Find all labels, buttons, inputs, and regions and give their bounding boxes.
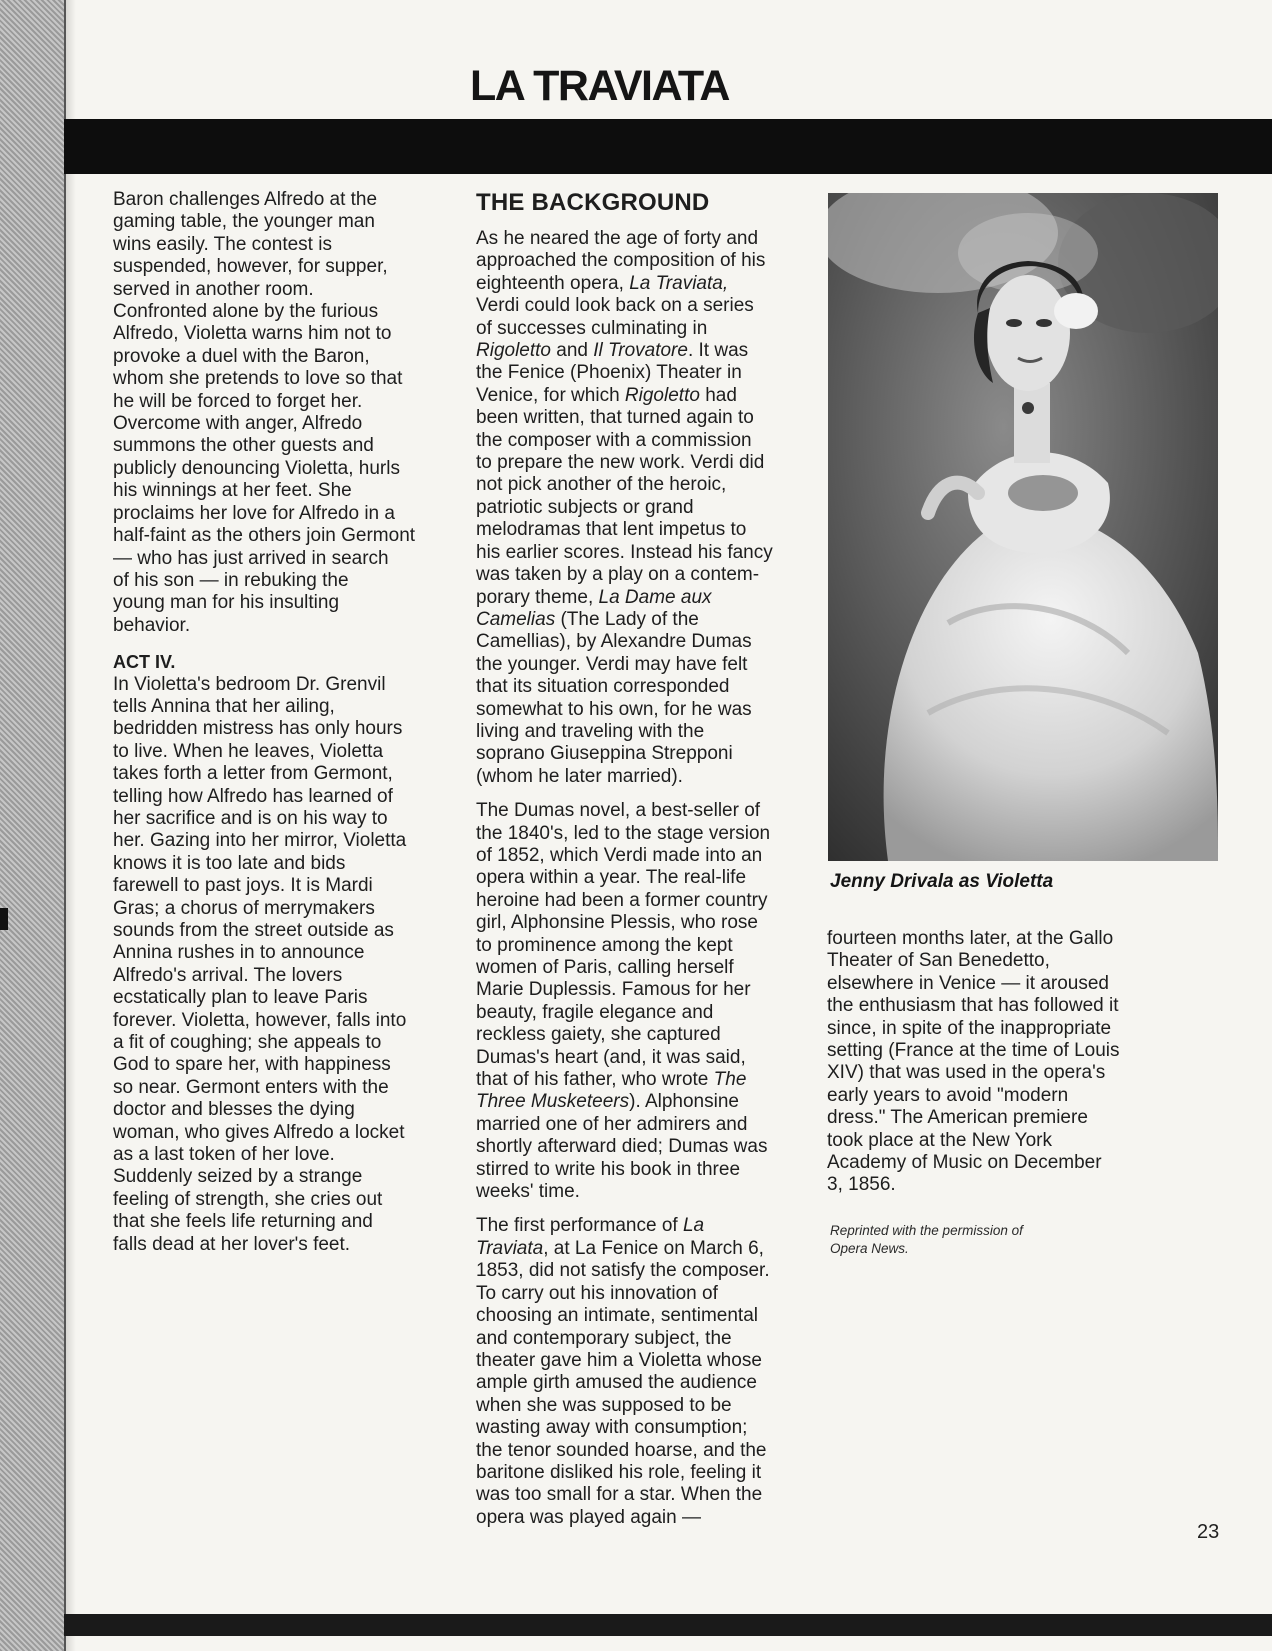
- text-line: he will be forced to forget her.: [113, 390, 363, 412]
- text-line: took place at the New York: [827, 1129, 1052, 1151]
- text-line: As he neared the age of forty and: [476, 228, 759, 249]
- text-line: proclaims her love for Alfredo in a: [113, 502, 395, 524]
- text-line: the younger. Verdi may have felt: [476, 653, 748, 675]
- footer-black-bar: [64, 1614, 1272, 1636]
- text-line: doctor and blesses the dying: [113, 1099, 355, 1121]
- text-line: Camellias), by Alexandre Dumas: [476, 631, 752, 653]
- text-line: shortly afterward died; Dumas was: [476, 1136, 768, 1158]
- text-line: wins easily. The contest is: [113, 233, 332, 255]
- text-line: (whom he later married).: [476, 765, 683, 787]
- text-line: porary theme, La Dame aux: [476, 586, 712, 608]
- italic-title: Traviata: [476, 1237, 544, 1259]
- text-line: provoke a duel with the Baron,: [113, 345, 370, 367]
- text-line: whom she pretends to love so that: [113, 368, 403, 390]
- text-line: as a last token of her love.: [113, 1144, 335, 1166]
- text-line: suspended, however, for supper,: [113, 256, 388, 278]
- text-line: gaming table, the younger man: [113, 211, 375, 233]
- text-line: opera within a year. The real-life: [476, 867, 747, 889]
- italic-title: Rigoletto: [476, 340, 551, 362]
- text-line: 1853, did not satisfy the composer.: [476, 1260, 770, 1282]
- column-right: [827, 928, 1172, 1197]
- text-line: and contemporary subject, the: [476, 1327, 732, 1349]
- text-line: choosing an intimate, sentimental: [476, 1305, 758, 1327]
- text-line: that she feels life returning and: [113, 1211, 373, 1233]
- background-paragraph-1: [476, 228, 821, 788]
- text-line: beauty, fragile elegance and: [476, 1001, 714, 1023]
- text-line: Reprinted with the permission of: [830, 1223, 1023, 1238]
- text-line: early years to avoid "modern: [827, 1084, 1069, 1106]
- text-line: since, in spite of the inappropriate: [827, 1017, 1112, 1039]
- text-line: the 1840's, led to the stage version: [476, 822, 771, 844]
- text-line: baritone disliked his role, feeling it: [476, 1461, 762, 1483]
- text-line: Overcome with anger, Alfredo: [113, 413, 363, 435]
- page-number: 23: [1197, 1521, 1220, 1543]
- text-line: woman, who gives Alfredo a locket: [113, 1121, 405, 1143]
- text-line: Suddenly seized by a strange: [113, 1166, 363, 1188]
- act-iv-heading: ACT IV.: [113, 652, 176, 673]
- text-line: Venice, for which Rigoletto had: [476, 384, 737, 406]
- text-line: ample girth amused the audience: [476, 1372, 757, 1394]
- text-line: weeks' time.: [476, 1181, 580, 1203]
- text-line: Academy of Music on December: [827, 1152, 1102, 1174]
- text-line: patriotic subjects or grand: [476, 496, 694, 518]
- text-line: to prepare the new work. Verdi did: [476, 452, 765, 474]
- background-paragraph-3: [476, 1215, 821, 1529]
- book-spine-edge: [0, 0, 66, 1651]
- text-line: the tenor sounded hoarse, and the: [476, 1439, 767, 1461]
- italic-title: Il Trovatore: [593, 340, 688, 362]
- text-line: so near. Germont enters with the: [113, 1076, 389, 1098]
- italic-title: La: [682, 1215, 705, 1237]
- column-middle: [476, 189, 821, 1529]
- background-paragraph-2: [476, 800, 821, 1203]
- text-line: XIV) that was used in the opera's: [827, 1062, 1106, 1084]
- text-line: young man for his insulting: [113, 592, 340, 614]
- text-line: feeling of strength, she cries out: [113, 1188, 383, 1210]
- text-line: opera was played again —: [476, 1506, 701, 1528]
- text-line: melodramas that lent impetus to: [476, 519, 747, 541]
- text-line: Alfredo, Violetta warns him not to: [113, 323, 392, 345]
- background-heading: THE BACKGROUND: [476, 189, 710, 216]
- text-line: elsewhere in Venice — it aroused: [827, 972, 1109, 994]
- text-line: his winnings at her feet. She: [113, 480, 352, 502]
- text-line: The first performance of La: [476, 1215, 705, 1237]
- italic-title: La Traviata,: [629, 272, 729, 294]
- text-line: Opera News.: [830, 1241, 909, 1256]
- text-line: heroine had been a former country: [476, 889, 768, 911]
- italic-title: Camelias: [476, 608, 556, 630]
- binding-mark: [0, 908, 8, 930]
- text-line: somewhat to his own, for he was: [476, 698, 752, 720]
- text-line: girl, Alphonsine Plessis, who rose: [476, 912, 758, 934]
- text-line: dress." The American premiere: [827, 1107, 1088, 1129]
- text-line: been written, that turned again to: [476, 407, 754, 429]
- text-line: — who has just arrived in search: [113, 547, 389, 569]
- text-line: of 1852, which Verdi made into an: [476, 844, 763, 866]
- text-line: setting (France at the time of Louis: [827, 1040, 1120, 1062]
- text-line: was too small for a star. When the: [476, 1484, 763, 1506]
- column-left: [113, 189, 443, 1256]
- text-line: The Dumas novel, a best-seller of: [476, 800, 761, 822]
- text-line: falls dead at her lover's feet.: [113, 1233, 351, 1255]
- text-line: Dumas's heart (and, it was said,: [476, 1046, 746, 1068]
- text-line: 3, 1856.: [827, 1174, 896, 1196]
- text-line: her. Gazing into her mirror, Violetta: [113, 830, 407, 852]
- text-line: when she was supposed to be: [476, 1394, 732, 1416]
- text-line: soprano Giuseppina Strepponi: [476, 743, 733, 765]
- italic-title: Three Musketeers: [476, 1091, 630, 1113]
- text-line: Traviata, at La Fenice on March 6,: [476, 1237, 764, 1259]
- text-line: served in another room.: [113, 278, 314, 300]
- text-line: his earlier scores. Instead his fancy: [476, 541, 773, 563]
- photo-caption: Jenny Drivala as Violetta: [830, 871, 1054, 892]
- violetta-photo: [828, 193, 1218, 861]
- italic-title: Rigoletto: [624, 384, 700, 406]
- text-line: publicly denouncing Violetta, hurls: [113, 457, 400, 479]
- page-title: LA TRAVIATA: [470, 62, 729, 110]
- text-line: behavior.: [113, 614, 191, 636]
- reprint-credit: [830, 1222, 1023, 1258]
- text-line: that its situation corresponded: [476, 676, 730, 698]
- text-line: Gras; a chorus of merrymakers: [113, 897, 375, 919]
- text-line: a fit of coughing; she appeals to: [113, 1032, 382, 1054]
- text-line: eighteenth opera, La Traviata,: [476, 272, 729, 294]
- text-line: Confronted alone by the furious: [113, 301, 379, 323]
- text-line: God to spare her, with happiness: [113, 1054, 391, 1076]
- text-line: Rigoletto and Il Trovatore. It was: [476, 340, 749, 362]
- text-line: Baron challenges Alfredo at the: [113, 189, 378, 210]
- text-line: living and traveling with the: [476, 720, 705, 742]
- text-line: women of Paris, calling herself: [476, 957, 734, 978]
- text-line: wasting away with consumption;: [476, 1417, 748, 1439]
- gutter-shadow: [66, 0, 76, 1651]
- premiere-paragraph: [827, 928, 1172, 1197]
- text-line: forever. Violetta, however, falls into: [113, 1009, 407, 1031]
- header-black-bar: [64, 119, 1272, 174]
- italic-title: La Dame aux: [598, 586, 712, 608]
- text-line: of his son — in rebuking the: [113, 569, 349, 591]
- text-line: Marie Duplessis. Famous for her: [476, 979, 751, 1001]
- text-line: Camelias (The Lady of the: [476, 608, 699, 630]
- text-line: stirred to write his book in three: [476, 1158, 741, 1180]
- text-line: not pick another of the heroic,: [476, 474, 727, 496]
- text-line: takes forth a letter from Germont,: [113, 763, 393, 785]
- text-line: Alfredo's arrival. The lovers: [113, 964, 343, 986]
- photo-illustration: [828, 193, 1218, 861]
- text-line: the enthusiasm that has followed it: [827, 995, 1119, 1017]
- text-line: her sacrifice and is on his way to: [113, 807, 388, 829]
- text-line: telling how Alfredo has learned of: [113, 785, 393, 807]
- text-line: knows it is too late and bids: [113, 852, 346, 874]
- text-line: Annina rushes in to announce: [113, 942, 365, 964]
- synopsis-paragraph: [113, 189, 443, 637]
- text-line: theater gave him a Violetta whose: [476, 1349, 762, 1371]
- text-line: the composer with a commission: [476, 429, 752, 451]
- text-line: ecstatically plan to leave Paris: [113, 987, 368, 1009]
- text-line: married one of her admirers and: [476, 1113, 748, 1135]
- text-line: summons the other guests and: [113, 435, 374, 457]
- text-line: Theater of San Benedetto,: [827, 950, 1050, 972]
- text-line: sounds from the street outside as: [113, 920, 394, 941]
- text-line: reckless gaiety, she captured: [476, 1024, 721, 1046]
- text-line: bedridden mistress has only hours: [113, 718, 403, 740]
- text-line: approached the composition of his: [476, 250, 766, 272]
- text-line: tells Annina that her ailing,: [113, 695, 335, 717]
- text-line: that of his father, who wrote The: [476, 1069, 747, 1091]
- text-line: was taken by a play on a contem-: [476, 564, 760, 586]
- text-line: To carry out his innovation of: [476, 1282, 718, 1304]
- text-line: Three Musketeers). Alphonsine: [476, 1091, 739, 1113]
- act-iv-paragraph: [113, 674, 443, 1257]
- text-line: of successes culminating in: [476, 317, 708, 339]
- italic-title: The: [713, 1069, 747, 1091]
- text-line: the Fenice (Phoenix) Theater in: [476, 362, 742, 384]
- text-line: half-faint as the others join Germont: [113, 525, 416, 547]
- text-line: to live. When he leaves, Violetta: [113, 740, 384, 762]
- text-line: to prominence among the kept: [476, 934, 733, 956]
- text-line: farewell to past joys. It is Mardi: [113, 875, 373, 897]
- text-line: In Violetta's bedroom Dr. Grenvil: [113, 673, 386, 695]
- text-line: Verdi could look back on a series: [476, 295, 754, 317]
- text-line: fourteen months later, at the Gallo: [827, 928, 1114, 949]
